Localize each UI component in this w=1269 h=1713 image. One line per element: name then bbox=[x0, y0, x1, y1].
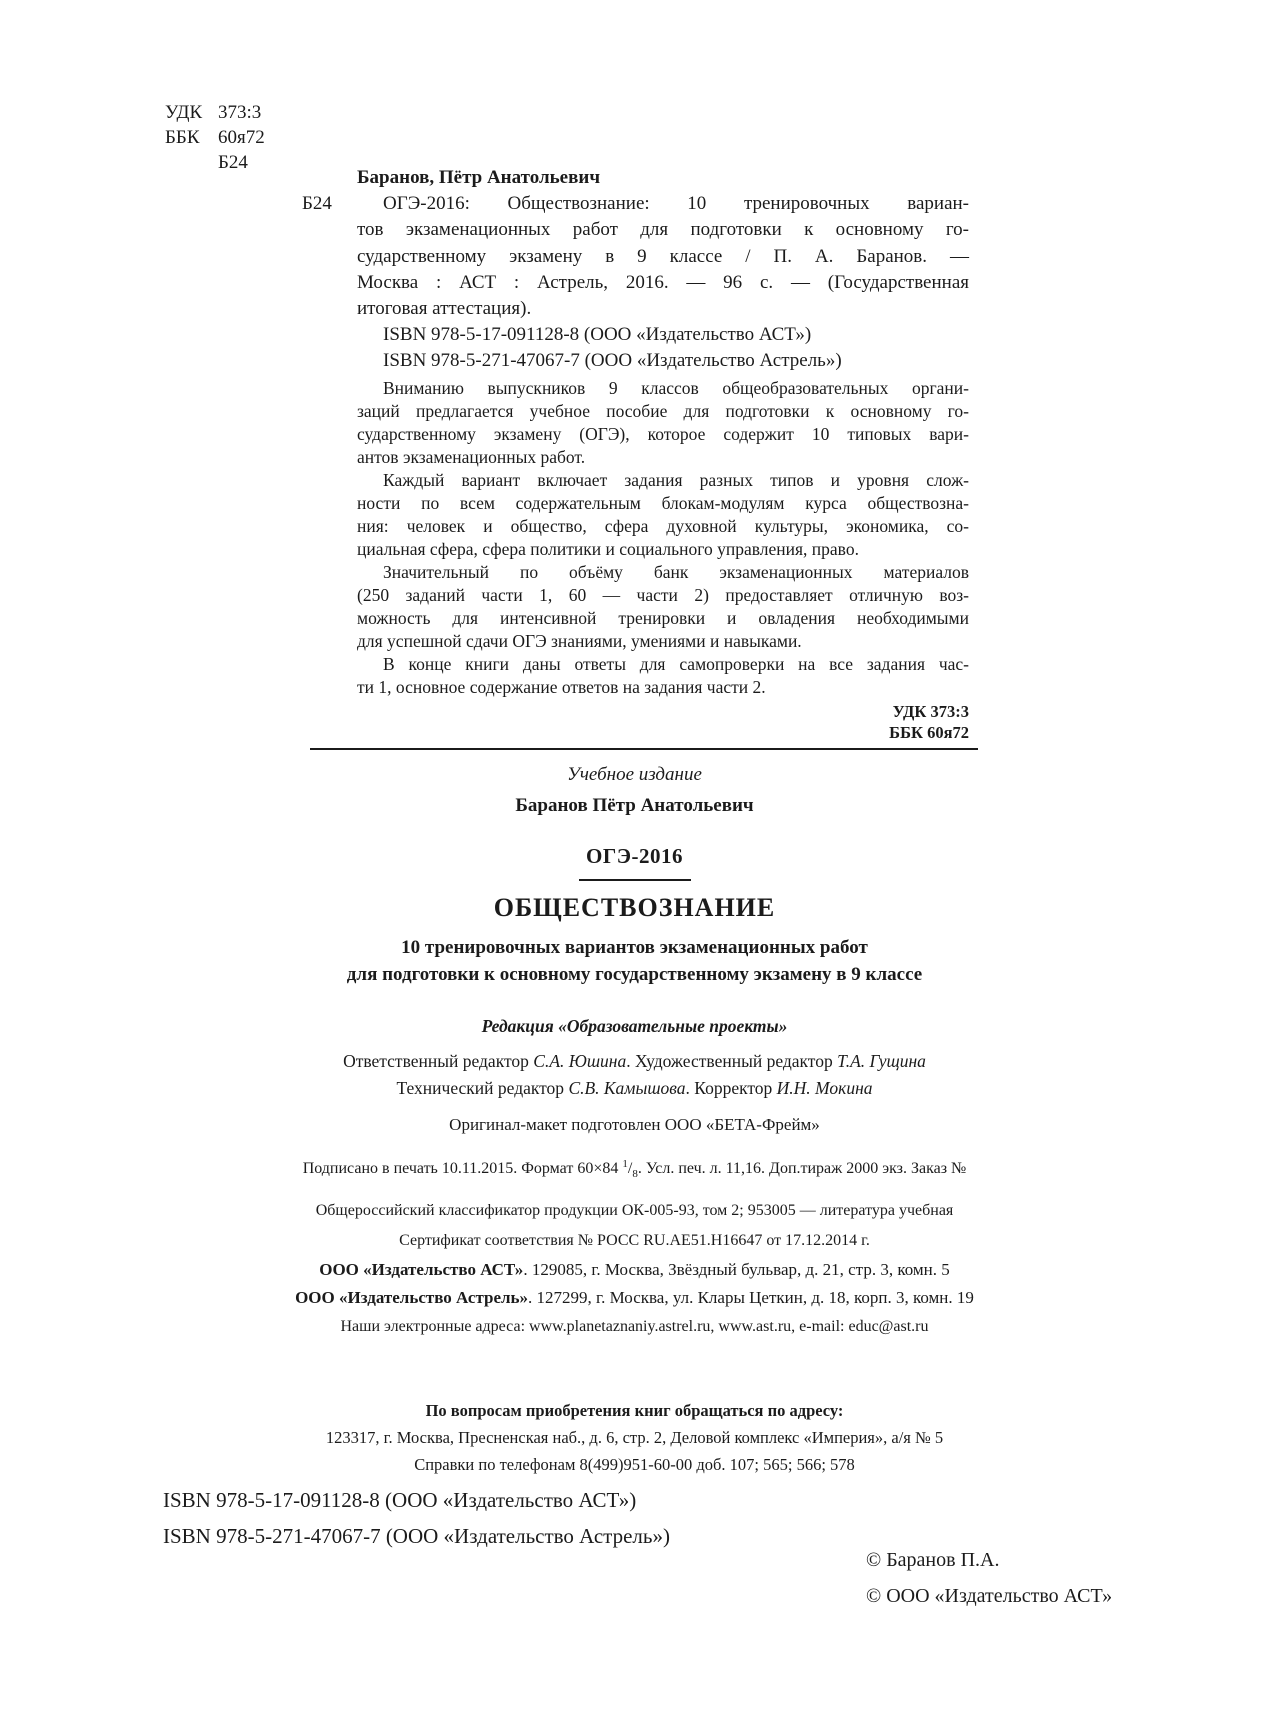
bib-line: тов экзаменационных работ для подготовки к основному го- bbox=[357, 219, 969, 241]
copyright-publisher: © ООО «Издательство АСТ» bbox=[866, 1585, 1113, 1607]
bib-line: Москва : АСТ : Астрель, 2016. — 96 с. — (Государственная bbox=[357, 271, 969, 293]
annotation-line: Каждый вариант включает задания разных типов и уровня слож- bbox=[383, 470, 969, 490]
bbk-line bbox=[165, 125, 265, 150]
udk-label: УДК bbox=[165, 102, 203, 123]
certificate: Сертификат соответствия № РОСС RU.AE51.H16647 от 17.12.2014 г. bbox=[399, 1232, 870, 1249]
bbk-value: 60я72 bbox=[218, 127, 265, 148]
top-codes bbox=[165, 100, 265, 175]
bib-side-code: Б24 bbox=[302, 193, 332, 215]
annotation-line: ния: человек и общество, сфера духовной культуры, экономика, со- bbox=[357, 516, 969, 536]
book-title: ОГЭ-2016 bbox=[586, 844, 683, 868]
editor-name: Т.А. Гущина bbox=[837, 1051, 926, 1071]
bib-line: итоговая аттестация). bbox=[357, 298, 532, 320]
udk-value: 373:3 bbox=[218, 102, 262, 123]
bib-line: сударственному экзамену в 9 классе / П. А. Баранов. — bbox=[357, 245, 969, 267]
annotation-line: антов экзаменационных работ. bbox=[357, 447, 586, 467]
annotation-bbk: ББК 60я72 bbox=[889, 723, 969, 742]
publisher-ast bbox=[0, 1256, 1269, 1284]
publishers-block bbox=[0, 1256, 1269, 1312]
footer-isbn-2: ISBN 978-5-271-47067-7 (ООО «Издательство Астрель») bbox=[163, 1524, 670, 1548]
annotation-line: заций предлагается учебное пособие для подготовки к основному го- bbox=[357, 401, 969, 421]
bibliographic-block bbox=[302, 165, 969, 375]
annotation-paragraph bbox=[357, 377, 969, 469]
annotation-udk: УДК 373:3 bbox=[892, 702, 969, 721]
imprint-section bbox=[0, 763, 1269, 1339]
editors-line-2 bbox=[0, 1075, 1269, 1102]
edition-office: Редакция «Образовательные проекты» bbox=[481, 1016, 788, 1036]
copyright-block bbox=[866, 1542, 1112, 1614]
print-info-text: Подписано в печать 10.11.2015. Формат 60×84 bbox=[302, 1160, 623, 1177]
title-rule bbox=[579, 879, 691, 881]
annotation-paragraph bbox=[357, 469, 969, 561]
footer-isbn-1: ISBN 978-5-17-091128-8 (ООО «Издательство АСТ») bbox=[163, 1488, 637, 1512]
bib-line: ОГЭ-2016: Обществознание: 10 тренировочных вариан- bbox=[383, 193, 969, 215]
editors-role: Технический редактор bbox=[396, 1078, 569, 1098]
copyright-author: © Баранов П.А. bbox=[866, 1549, 1000, 1571]
editors-role: . Художественный редактор bbox=[626, 1051, 838, 1071]
book-subtitle bbox=[0, 934, 1269, 988]
editor-name: С.А. Юшина bbox=[533, 1051, 627, 1071]
udk-line bbox=[165, 100, 265, 125]
print-info-text: . Усл. печ. л. 11,16. Доп.тираж 2000 экз. Заказ № bbox=[637, 1160, 967, 1177]
editors-line-1 bbox=[0, 1048, 1269, 1075]
annotation-line: сударственному экзамену (ОГЭ), которое содержит 10 типовых вари- bbox=[357, 424, 969, 444]
publisher-address: . 127299, г. Москва, ул. Клары Цеткин, д. 18, корп. 3, комн. 19 bbox=[528, 1288, 974, 1307]
editors-role: . Корректор bbox=[685, 1078, 777, 1098]
bib-body bbox=[302, 191, 969, 374]
annotation-paragraph bbox=[357, 561, 969, 653]
editor-name: И.Н. Мокина bbox=[776, 1078, 873, 1098]
purchase-title: По вопросам приобретения книг обращаться по адресу: bbox=[425, 1401, 844, 1420]
annotation-line: Значительный по объёму банк экзаменационных материалов bbox=[383, 562, 969, 582]
classifier: Общероссийский классификатор продукции ОК-005-93, том 2; 953005 — литература учебная bbox=[315, 1202, 954, 1219]
publisher-name: ООО «Издательство АСТ» bbox=[319, 1260, 524, 1279]
divider-rule bbox=[310, 748, 978, 750]
subtitle-line-1: 10 тренировочных вариантов экзаменационных работ bbox=[401, 937, 868, 958]
layout-by: Оригинал-макет подготовлен ООО «БЕТА-Фрейм» bbox=[449, 1115, 820, 1134]
annotation bbox=[357, 377, 969, 743]
annotation-line: Вниманию выпускников 9 классов общеобразовательных органи- bbox=[383, 378, 969, 398]
footer-isbn-block bbox=[163, 1482, 670, 1554]
publisher-address: . 129085, г. Москва, Звёздный бульвар, д. 21, стр. 3, комн. 5 bbox=[523, 1260, 950, 1279]
editors-role: Ответственный редактор bbox=[343, 1051, 534, 1071]
publisher-astrel bbox=[0, 1284, 1269, 1312]
purchase-address: 123317, г. Москва, Пресненская наб., д. 6, стр. 2, Деловой комплекс «Империя», а/я № 5 bbox=[325, 1428, 944, 1447]
bib-author: Баранов, Пётр Анатольевич bbox=[357, 167, 601, 188]
annotation-line: В конце книги даны ответы для самопроверки на все задания час- bbox=[383, 654, 969, 674]
email-addresses: Наши электронные адреса: www.planetaznaniy.astrel.ru, www.ast.ru, e-mail: educ@ast.ru bbox=[340, 1318, 929, 1335]
annotation-line: можность для интенсивной тренировки и овладения необходимыми bbox=[357, 608, 969, 628]
subtitle-line-2: для подготовки к основному государственному экзамену в 9 классе bbox=[346, 964, 923, 985]
publisher-name: ООО «Издательство Астрель» bbox=[295, 1288, 529, 1307]
purchase-info bbox=[0, 1397, 1269, 1478]
annotation-line: (250 заданий части 1, 60 — части 2) предоставляет отличную воз- bbox=[357, 585, 969, 605]
editors-block bbox=[0, 1048, 1269, 1102]
b24-line bbox=[165, 150, 265, 175]
book-subject: ОБЩЕСТВОЗНАНИЕ bbox=[493, 893, 776, 922]
edition-type: Учебное издание bbox=[567, 764, 702, 785]
annotation-paragraph bbox=[357, 653, 969, 699]
b24-value: Б24 bbox=[218, 152, 248, 173]
fraction-denominator: 8 bbox=[632, 1168, 638, 1180]
editor-name: С.В. Камышова bbox=[568, 1078, 686, 1098]
annotation-line: циальная сфера, сфера политики и социального управления, право. bbox=[357, 539, 859, 559]
annotation-line: для успешной сдачи ОГЭ знаниями, умениями и навыками. bbox=[357, 631, 802, 651]
bib-isbn-2: ISBN 978-5-271-47067-7 (ООО «Издательство Астрель») bbox=[383, 350, 842, 372]
annotation-line: ти 1, основное содержание ответов на задания части 2. bbox=[357, 677, 766, 697]
purchase-phones: Справки по телефонам 8(499)951-60-00 доб. 107; 565; 566; 578 bbox=[414, 1455, 855, 1474]
fraction-slash: / bbox=[627, 1160, 633, 1177]
annotation-line: ности по всем содержательным блокам-модулям курса обществозна- bbox=[357, 493, 969, 513]
print-info bbox=[0, 1152, 1269, 1186]
imprint-author: Баранов Пётр Анатольевич bbox=[515, 795, 754, 816]
fraction-numerator: 1 bbox=[622, 1158, 628, 1170]
annotation-codes bbox=[357, 701, 969, 743]
bib-isbn-1: ISBN 978-5-17-091128-8 (ООО «Издательство АСТ») bbox=[383, 324, 812, 346]
bbk-label: ББК bbox=[165, 127, 200, 148]
